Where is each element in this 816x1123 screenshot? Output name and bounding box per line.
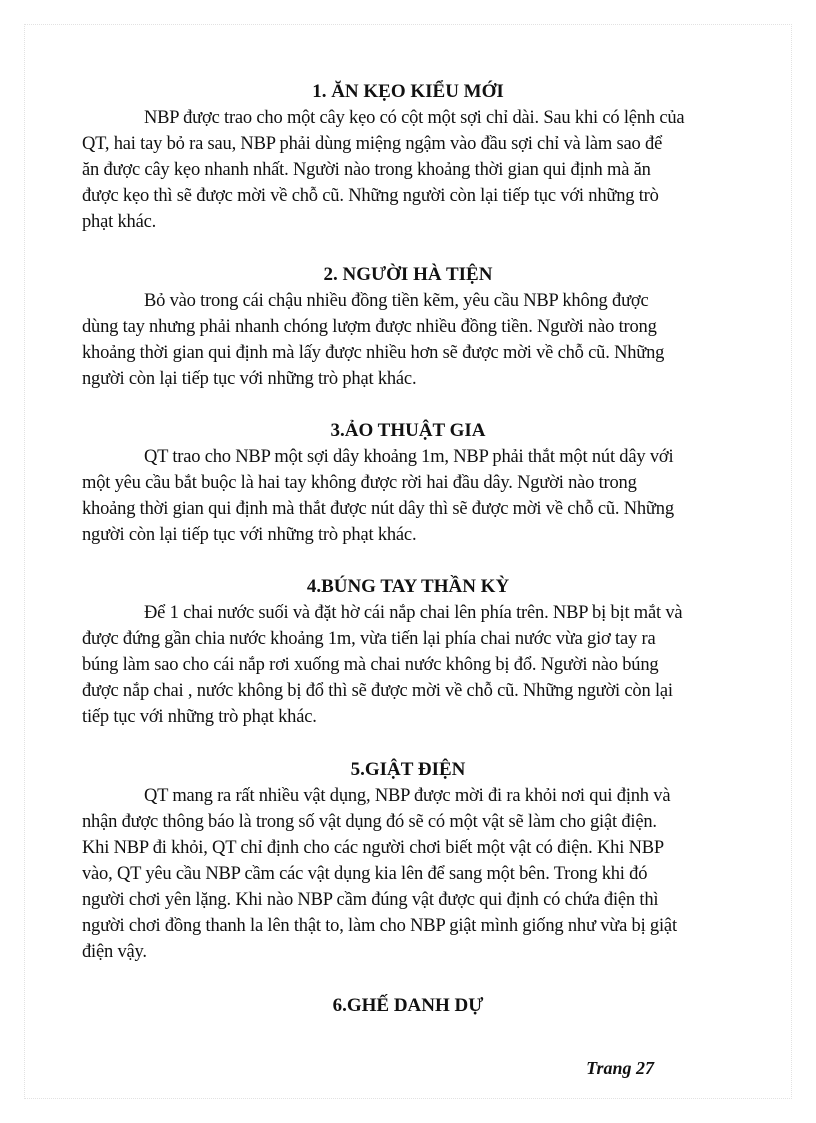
section-1-line-5: phạt khác. xyxy=(82,212,157,232)
section-5-line-1: QT mang ra rất nhiều vật dụng, NBP được mời đi ra khỏi nơi qui định và xyxy=(144,786,671,806)
section-1-line-2: QT, hai tay bỏ ra sau, NBP phải dùng miệng ngậm vào đầu sợi chỉ và làm sao để xyxy=(82,134,663,154)
section-title-1: 1. ĂN KẸO KIỂU MỚI xyxy=(312,81,504,102)
section-3-line-4: người còn lại tiếp tục với những trò phạt khác. xyxy=(82,525,417,545)
section-4-line-4: được nắp chai , nước không bị đổ thì sẽ được mời về chỗ cũ. Những người còn lại xyxy=(82,681,673,701)
section-2-line-4: người còn lại tiếp tục với những trò phạt khác. xyxy=(82,369,417,389)
section-5-line-7: điện vậy. xyxy=(82,942,147,962)
section-3-line-3: khoảng thời gian qui định mà thắt được nút dây thì sẽ được mời về chỗ cũ. Những xyxy=(82,499,674,519)
section-title-4: 4.BÚNG TAY THẦN KỲ xyxy=(306,576,510,597)
section-3-line-2: một yêu cầu bắt buộc là hai tay không được rời hai đầu dây. Người nào trong xyxy=(82,473,637,493)
section-5-line-5: người chơi yên lặng. Khi nào NBP cầm đúng vật được qui định có chứa điện thì xyxy=(82,890,659,910)
section-1-line-4: được kẹo thì sẽ được mời về chỗ cũ. Những người còn lại tiếp tục với những trò xyxy=(82,186,659,206)
section-5-line-2: nhận được thông báo là trong số vật dụng đó sẽ có một vật sẽ làm cho giật điện. xyxy=(82,812,657,832)
section-5-line-4: vào, QT yêu cầu NBP cầm các vật dụng kia lên để sang một bên. Trong khi đó xyxy=(82,864,648,884)
section-4-line-3: búng làm sao cho cái nắp rơi xuống mà chai nước không bị đổ. Người nào búng xyxy=(82,655,659,675)
section-title-6: 6.GHẾ DANH DỰ xyxy=(332,995,484,1016)
section-4-line-1: Để 1 chai nước suối và đặt hờ cái nắp chai lên phía trên. NBP bị bịt mắt và xyxy=(144,603,683,623)
section-2-line-2: dùng tay nhưng phải nhanh chóng lượm được nhiều đồng tiền. Người nào trong xyxy=(82,317,657,337)
section-1-line-1: NBP được trao cho một cây kẹo có cột một sợi chỉ dài. Sau khi có lệnh của xyxy=(144,108,685,128)
section-5-line-6: người chơi đồng thanh la lên thật to, làm cho NBP giật mình giống như vừa bị giật xyxy=(82,916,677,936)
section-4-line-2: được đứng gần chia nước khoảng 1m, vừa tiến lại phía chai nước vừa giơ tay ra xyxy=(82,629,656,649)
section-3-line-1: QT trao cho NBP một sợi dây khoảng 1m, NBP phải thắt một nút dây với xyxy=(144,447,674,467)
section-title-5: 5.GIẬT ĐIỆN xyxy=(350,759,466,780)
section-2-line-1: Bỏ vào trong cái chậu nhiều đồng tiền kẽm, yêu cầu NBP không được xyxy=(144,291,649,311)
section-5-line-3: Khi NBP đi khỏi, QT chỉ định cho các người chơi biết một vật có điện. Khi NBP xyxy=(82,838,664,858)
section-2-line-3: khoảng thời gian qui định mà lấy được nhiều hơn sẽ được mời về chỗ cũ. Những xyxy=(82,343,665,363)
section-title-3: 3.ẢO THUẬT GIA xyxy=(330,420,486,441)
section-1-line-3: ăn được cây kẹo nhanh nhất. Người nào trong khoảng thời gian qui định mà ăn xyxy=(82,160,651,180)
section-4-line-5: tiếp tục với những trò phạt khác. xyxy=(82,707,317,727)
section-title-2: 2. NGƯỜI HÀ TIỆN xyxy=(323,264,493,285)
page-number: Trang 27 xyxy=(586,1058,654,1078)
